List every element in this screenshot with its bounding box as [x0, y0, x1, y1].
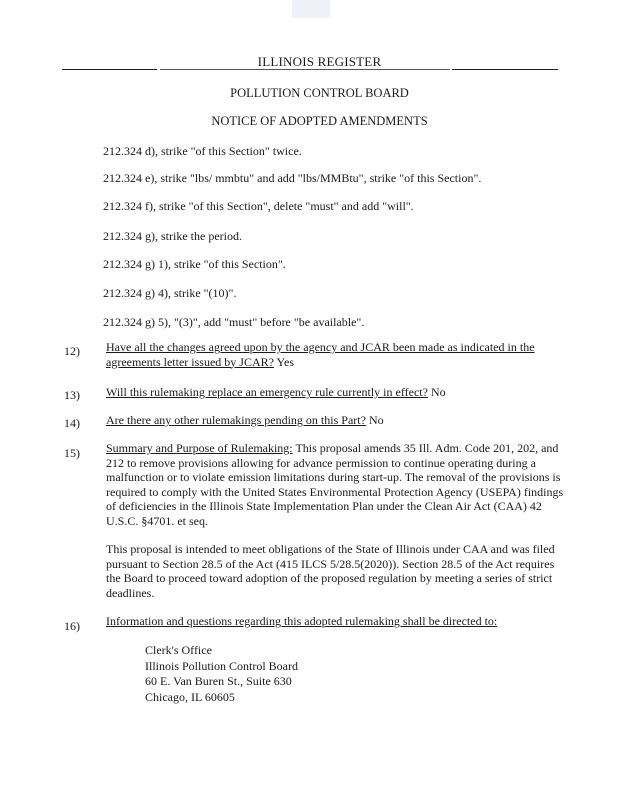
header-rule-middle [160, 69, 450, 70]
item-16-label: Information and questions regarding this adopted rulemaking shall be directed to: [106, 614, 498, 628]
item-12-answer: Yes [276, 354, 294, 369]
item-13-text [106, 385, 566, 400]
amendment-line: 212.324 g) 4), strike "(10)". [103, 286, 237, 300]
item-13-answer: No [430, 385, 446, 399]
amendment-line: 212.324 g) 1), strike "of this Section". [103, 257, 286, 271]
address-line: Chicago, IL 60605 [145, 689, 235, 704]
item-14-question: Are there any other rulemakings pending on this Part? [106, 413, 366, 427]
item-13-question: Will this rulemaking replace an emergency rule currently in effect? [106, 385, 428, 399]
notice-title: NOTICE OF ADOPTED AMENDMENTS [211, 114, 428, 128]
item-15-paragraph-1: This proposal amends 35 Ill. Adm. Code 201, 202, and 212 to remove provisions allowing for advance permission to continue operating during a malfunction or to violate emission limitations during start-up. The removal of the provisions is required to comply with the United States Environmental Protection Agency (USEPA) findings of deficiencies in the Illinois State Implementation Plan under the Clean Air Act (CAA) 42 U.S.C. §4701. et seq. [106, 441, 564, 528]
board-name: POLLUTION CONTROL BOARD [230, 86, 409, 100]
scan-smudge [292, 0, 330, 18]
amendment-line: 212.324 f), strike "of this Section", delete "must" and add "will". [103, 199, 414, 213]
item-15-text [106, 441, 566, 528]
item-12-text [106, 340, 566, 369]
amendment-line: 212.324 e), strike "lbs/ mmbtu" and add "lbs/MMBtu", strike "of this Section". [103, 171, 482, 185]
register-title: ILLINOIS REGISTER [257, 54, 382, 69]
address-line: Illinois Pollution Control Board [145, 658, 299, 673]
address-line: 60 E. Van Buren St., Suite 630 [145, 674, 292, 688]
header-rule-right [452, 69, 558, 70]
item-number: 12) [64, 344, 80, 358]
item-number: 16) [64, 619, 80, 633]
item-12-question: Have all the changes agreed upon by the agency and JCAR been made as indicated in the agreements letter issued by JCAR? [106, 340, 535, 369]
item-number: 15) [64, 446, 80, 460]
item-number: 13) [64, 388, 80, 402]
header-rule-left [62, 69, 157, 70]
item-14-answer: No [368, 413, 384, 427]
item-number: 14) [64, 416, 80, 430]
amendment-line: 212.324 d), strike "of this Section" twice. [103, 144, 302, 158]
amendment-line: 212.324 g), strike the period. [103, 229, 242, 243]
contact-address [145, 643, 298, 705]
item-14-text [106, 413, 566, 428]
address-line: Clerk's Office [145, 643, 212, 657]
amendment-line: 212.324 g) 5), "(3)", add "must" before "be available". [103, 315, 365, 329]
item-15-label: Summary and Purpose of Rulemaking: [106, 441, 293, 455]
item-15-paragraph-2: This proposal is intended to meet obligations of the State of Illinois under CAA and was filed pursuant to Section 28.5 of the Act (415 ILCS 5/28.5(2020)). Section 28.5 of the Act requires the Board to proceed toward adoption of the proposed regulation by meeting a series of strict deadlines. [106, 542, 555, 600]
item-16-text [106, 614, 566, 629]
